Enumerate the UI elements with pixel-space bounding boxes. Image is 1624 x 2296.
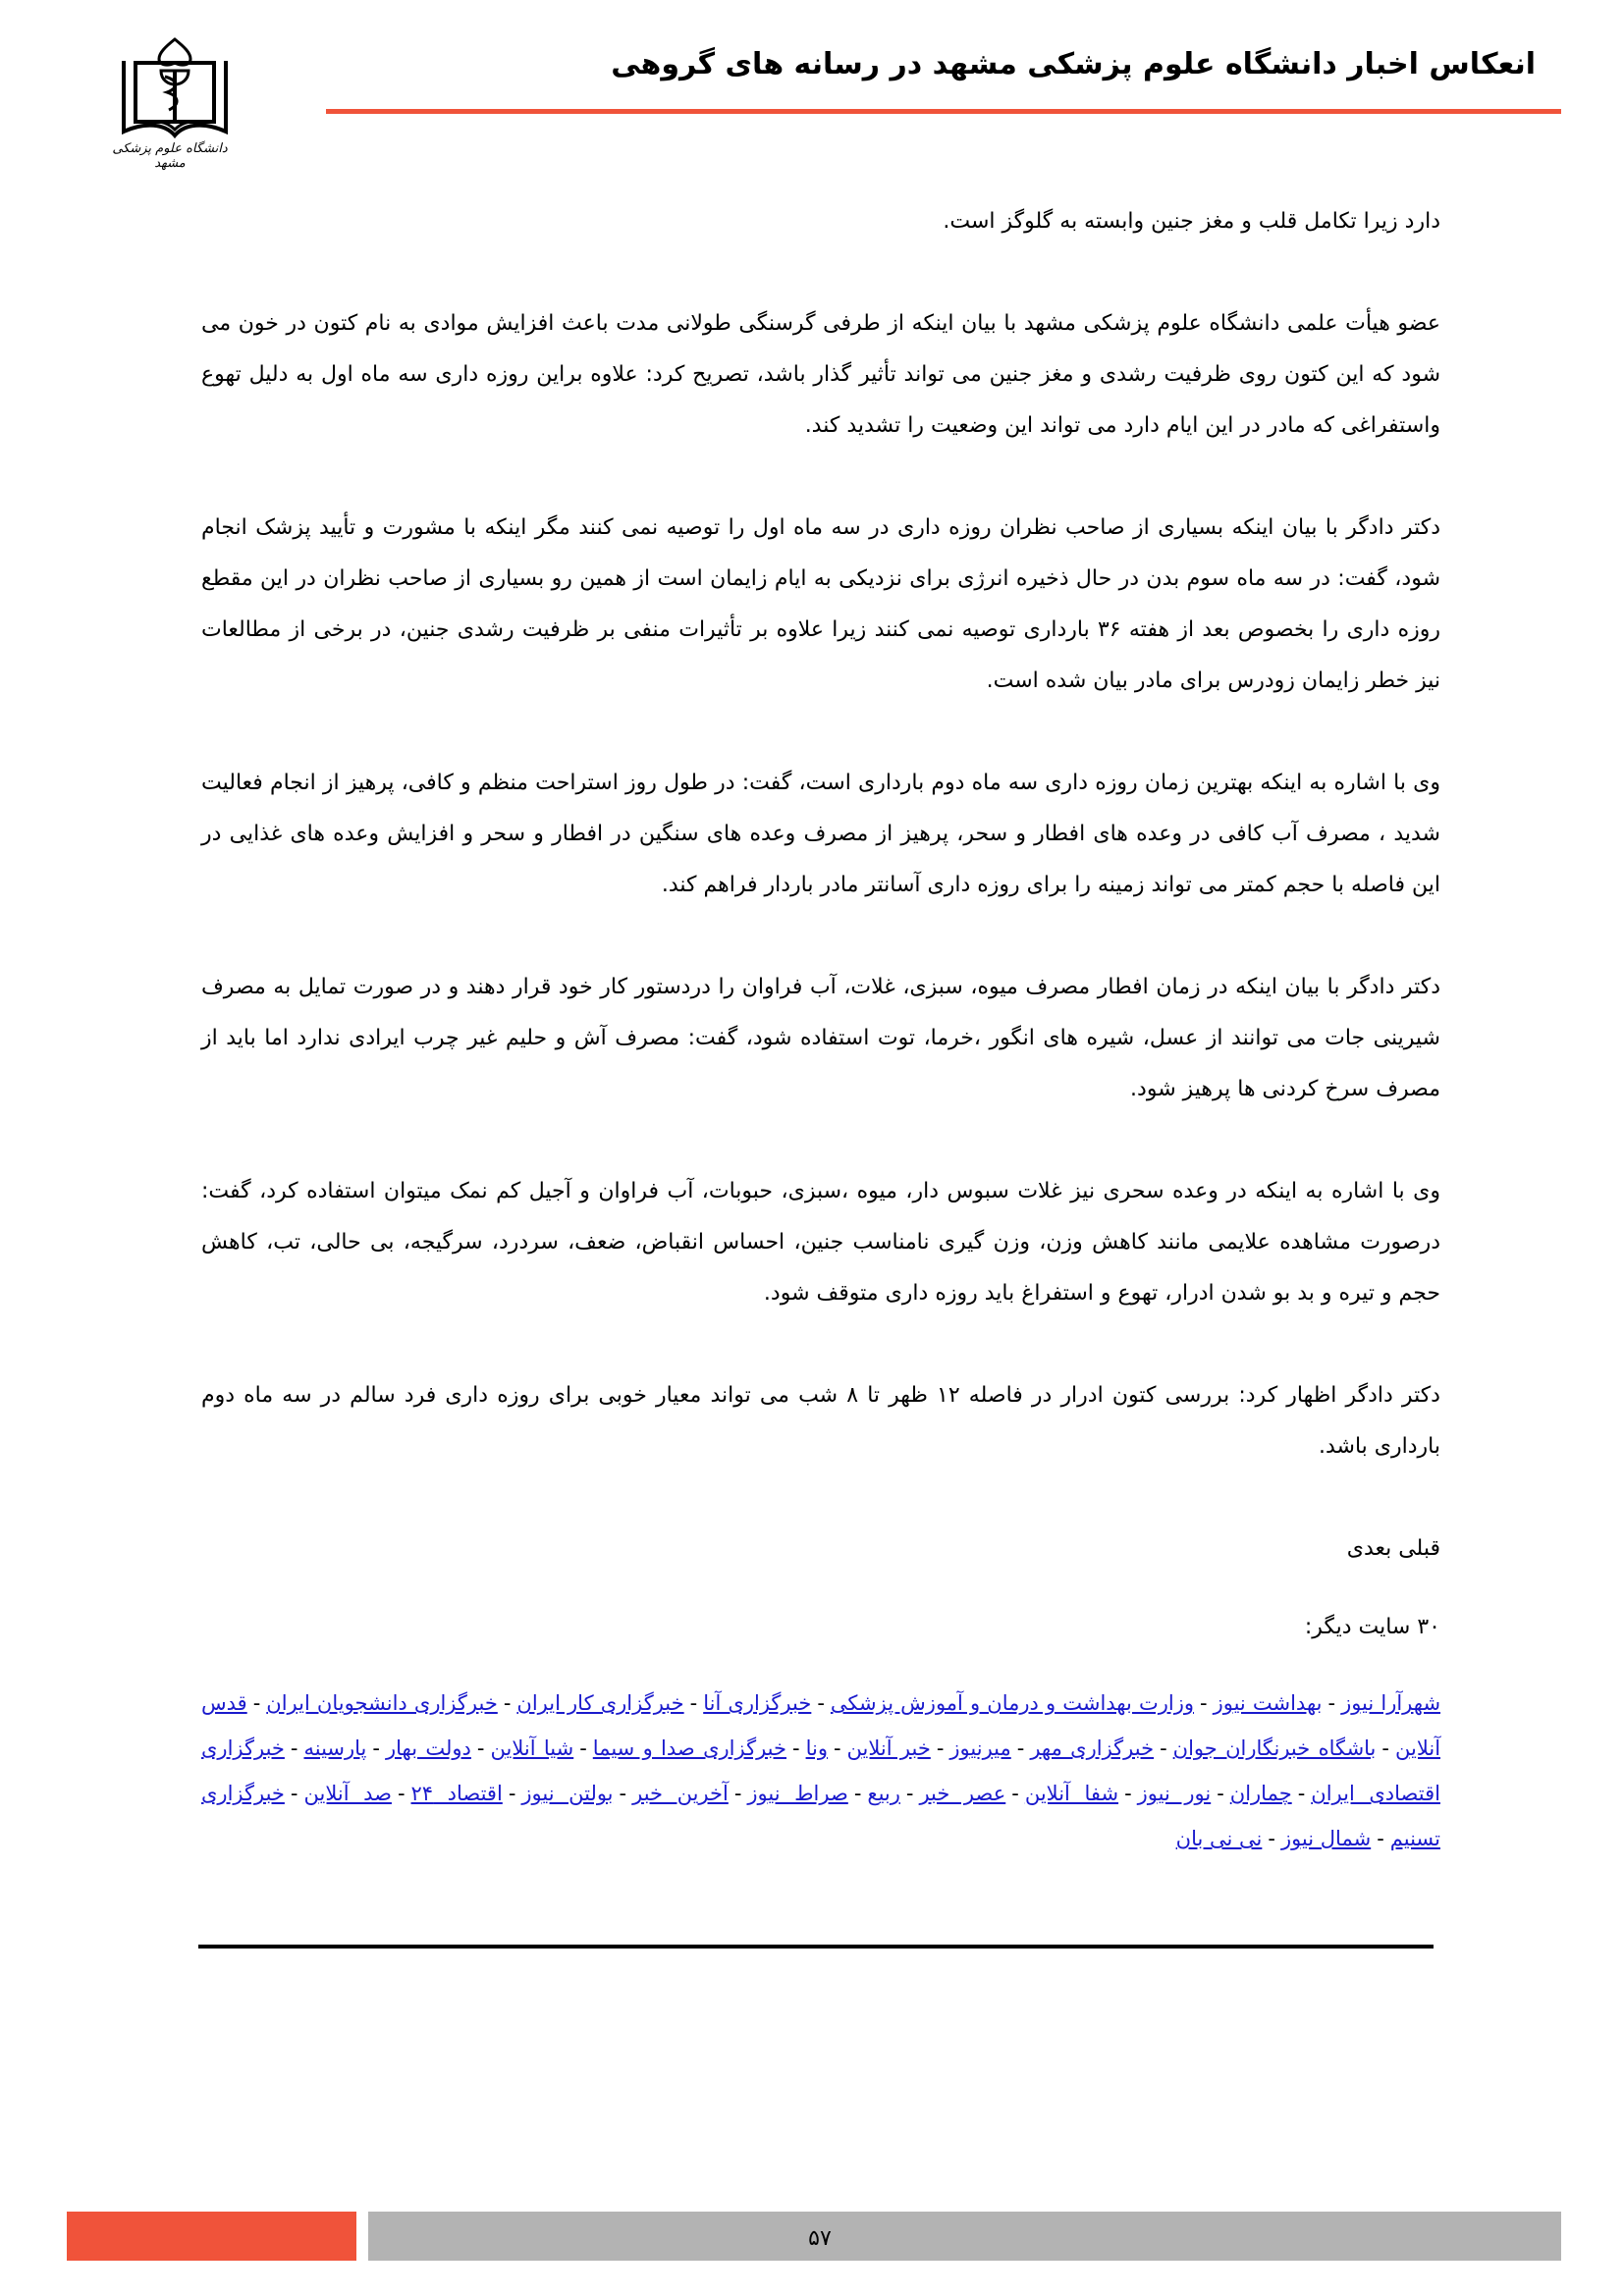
site-link[interactable]: شیا آنلاین bbox=[490, 1736, 574, 1760]
site-link[interactable]: باشگاه خبرنگاران جوان bbox=[1172, 1736, 1377, 1760]
site-separator: - bbox=[1160, 1736, 1167, 1760]
site-link[interactable]: بهداشت نیوز bbox=[1213, 1691, 1323, 1715]
site-link[interactable]: خبرگزاری کار ایران bbox=[516, 1691, 684, 1715]
site-separator: - bbox=[1011, 1782, 1019, 1805]
site-separator: - bbox=[290, 1782, 298, 1805]
site-separator: - bbox=[905, 1782, 914, 1805]
paragraph-6: وی با اشاره به اینکه در وعده سحری نیز غلات سبوس دار، میوه ،سبزی، حبوبات، آب فراوان و آجیل کم نمک میتوان استفاده کرد، گفت: درصورت مشاهده علایمی مانند کاهش وزن، وزن گیری نامناسب جنین، احساس انقباض، ضعف، سردرد، سرگیجه، بی حالی، تب، کاهش حجم و تیره و بد بو شدن ادرار، تهوع و استفراغ باید روزه داری متوقف شود. bbox=[201, 1179, 1440, 1306]
site-separator: - bbox=[503, 1691, 512, 1715]
article-body bbox=[201, 196, 1440, 1861]
site-separator: - bbox=[817, 1691, 825, 1715]
page-number: ۵۷ bbox=[808, 2226, 832, 2251]
site-link[interactable]: قدس آنلاین bbox=[201, 1691, 1441, 1760]
header-divider bbox=[326, 109, 1561, 114]
site-link[interactable]: خبرگزاری آنا bbox=[703, 1691, 812, 1715]
site-link[interactable]: دولت بهار bbox=[385, 1736, 471, 1760]
site-link[interactable]: نور نیوز bbox=[1137, 1782, 1212, 1805]
site-separator: - bbox=[1200, 1691, 1208, 1715]
site-separator: - bbox=[508, 1782, 516, 1805]
site-separator: - bbox=[1327, 1691, 1336, 1715]
university-logo bbox=[106, 33, 244, 171]
site-link[interactable]: چماران bbox=[1229, 1782, 1292, 1805]
site-separator: - bbox=[853, 1782, 862, 1805]
site-separator: - bbox=[290, 1736, 298, 1760]
site-separator: - bbox=[252, 1691, 261, 1715]
paragraph-4: وی با اشاره به اینکه بهترین زمان روزه داری سه ماه دوم بارداری است، گفت: در طول روز استراحت منظم و کافی، پرهیز از انجام فعالیت شدید ، مصرف آب کافی در وعده های افطار و سحر، پرهیز از مصرف وعده های سنگین در افطار و سحر و افزایش وعده های غذایی در این فاصله با حجم کمتر می تواند زمینه را برای روزه داری آسانتر مادر باردار فراهم کند. bbox=[201, 771, 1440, 897]
site-link[interactable]: ونا bbox=[805, 1736, 828, 1760]
site-link[interactable]: وزارت بهداشت و درمان و آموزش پزشکی bbox=[830, 1691, 1194, 1715]
site-separator: - bbox=[1297, 1782, 1306, 1805]
prev-next-nav[interactable]: قبلی بعدی bbox=[1346, 1536, 1440, 1561]
site-separator: - bbox=[689, 1691, 698, 1715]
site-link[interactable]: شهرآرا نیوز bbox=[1341, 1691, 1441, 1715]
site-separator: - bbox=[476, 1736, 485, 1760]
site-separator: - bbox=[372, 1736, 380, 1760]
paragraph-1: دارد زیرا تکامل قلب و مغز جنین وابسته به گلوگز است. bbox=[943, 209, 1440, 234]
site-link[interactable]: خبرگزاری مهر bbox=[1030, 1736, 1155, 1760]
site-link[interactable]: خبر آنلاین bbox=[846, 1736, 931, 1760]
site-link[interactable]: شفا آنلاین bbox=[1024, 1782, 1119, 1805]
article-end-divider bbox=[198, 1945, 1434, 1949]
other-sites-label: ۳۰ سایت دیگر: bbox=[1304, 1615, 1440, 1639]
site-link[interactable]: ربیع bbox=[867, 1782, 900, 1805]
other-sites-list bbox=[201, 1681, 1440, 1861]
site-separator: - bbox=[1381, 1736, 1389, 1760]
site-link[interactable]: بولتن نیوز bbox=[521, 1782, 614, 1805]
site-link[interactable]: صراط نیوز bbox=[747, 1782, 848, 1805]
site-link[interactable]: عصر خبر bbox=[919, 1782, 1006, 1805]
site-separator: - bbox=[792, 1736, 800, 1760]
site-link[interactable]: میرنیوز bbox=[949, 1736, 1011, 1760]
site-separator: - bbox=[1016, 1736, 1025, 1760]
site-separator: - bbox=[579, 1736, 587, 1760]
footer-accent-bar bbox=[67, 2212, 356, 2261]
site-link[interactable]: نی نی بان bbox=[1175, 1827, 1263, 1850]
site-link[interactable]: صد آنلاین bbox=[303, 1782, 392, 1805]
site-link[interactable]: خبرگزاری دانشجویان ایران bbox=[266, 1691, 498, 1715]
site-link[interactable]: آخرین خبر bbox=[632, 1782, 729, 1805]
paragraph-3: دکتر دادگر با بیان اینکه بسیاری از صاحب نظران روزه داری در سه ماه اول را توصیه نمی کنند مگر اینکه با مشورت و تأیید پزشک انجام شود، گفت: در سه ماه سوم بدن در حال ذخیره انرژی برای نزدیکی به ایام زایمان است از همین رو بسیاری از صاحب نظران در این مقطع روزه داری را بخصوص بعد از هفته ۳۶ بارداری توصیه نمی کنند زیرا علاوه بر تأثیرات منفی بر ظرفیت رشدی جنین، در برخی از مطالعات نیز خطر زایمان زودرس برای مادر بیان شده است. bbox=[201, 515, 1440, 693]
site-link[interactable]: خبرگزاری اقتصادی ایران bbox=[201, 1736, 1440, 1805]
site-link[interactable]: شمال نیوز bbox=[1280, 1827, 1372, 1850]
site-separator: - bbox=[733, 1782, 742, 1805]
page-title: انعکاس اخبار دانشگاه علوم پزشکی مشهد در رسانه های گروهی bbox=[611, 47, 1536, 81]
site-separator: - bbox=[1217, 1782, 1224, 1805]
site-separator: - bbox=[397, 1782, 406, 1805]
paragraph-2: عضو هیأت علمی دانشگاه علوم پزشکی مشهد با بیان اینکه از طرفی گرسنگی طولانی مدت باعث افزایش موادی به نام کتون در خون می شود که این کتون روی ظرفیت رشدی و مغز جنین می تواند تأثیر گذار باشد، تصریح کرد: علاوه براین روزه داری سه ماه اول به دلیل تهوع واستفراغی که مادر در این ایام دارد می تواند این وضعیت را تشدید کند. bbox=[201, 311, 1440, 438]
site-link[interactable]: اقتصاد ۲۴ bbox=[410, 1782, 503, 1805]
paragraph-5: دکتر دادگر با بیان اینکه در زمان افطار مصرف میوه، سبزی، غلات، آب فراوان را دردستور کار خود قرار دهند و در صورت تمایل به مصرف شیرینی جات می توانند از عسل، شیره های انگور ،خرما، توت استفاده شود، گفت: مصرف آش و حلیم غیر چرب ایرادی ندارد اما باید از مصرف سرخ کردنی ها پرهیز شود. bbox=[201, 975, 1440, 1101]
site-separator: - bbox=[1268, 1827, 1275, 1850]
site-separator: - bbox=[833, 1736, 841, 1760]
site-link[interactable]: خبرگزاری صدا و سیما bbox=[592, 1736, 786, 1760]
site-separator: - bbox=[1377, 1827, 1384, 1850]
paragraph-7: دکتر دادگر اظهار کرد: بررسی کتون ادرار در فاصله ۱۲ ظهر تا ۸ شب می تواند معیار خوبی برای روزه داری فرد سالم در سه ماه دوم بارداری باشد. bbox=[201, 1383, 1440, 1459]
footer-gray-bar bbox=[368, 2212, 1561, 2261]
site-separator: - bbox=[1124, 1782, 1132, 1805]
site-separator: - bbox=[619, 1782, 627, 1805]
logo-caption: دانشگاه علوم پزشکی مشهد bbox=[112, 141, 228, 171]
site-link[interactable]: خبرگزاری تسنیم bbox=[201, 1782, 1440, 1850]
site-separator: - bbox=[936, 1736, 945, 1760]
site-link[interactable]: پارسینه bbox=[303, 1736, 367, 1760]
